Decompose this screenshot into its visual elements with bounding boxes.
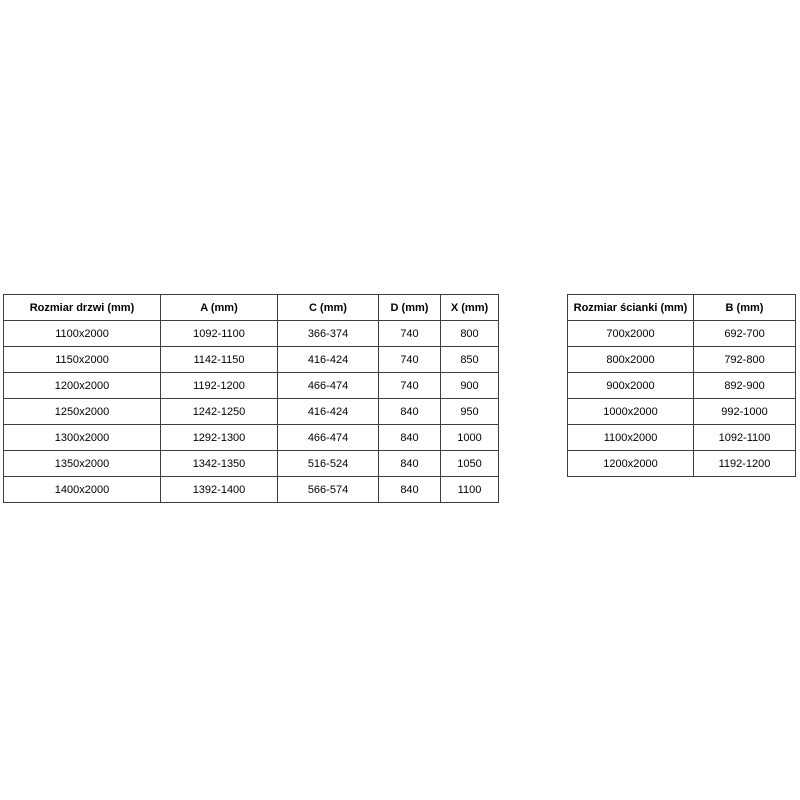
- table-cell: 740: [379, 373, 441, 399]
- table-cell: 1100: [441, 477, 499, 503]
- table-cell: 1050: [441, 451, 499, 477]
- table-cell: 1192-1200: [694, 451, 796, 477]
- table-cell: 416-424: [278, 399, 379, 425]
- table-cell: 1350x2000: [4, 451, 161, 477]
- table-row: [568, 373, 796, 399]
- table-cell: 950: [441, 399, 499, 425]
- table-cell: 1200x2000: [568, 451, 694, 477]
- table-cell: 792-800: [694, 347, 796, 373]
- table-cell: 566-574: [278, 477, 379, 503]
- table-cell: 992-1000: [694, 399, 796, 425]
- table-row: [4, 321, 499, 347]
- table-cell: 466-474: [278, 425, 379, 451]
- table-cell: 1242-1250: [161, 399, 278, 425]
- header-cell: D (mm): [379, 295, 441, 321]
- table-row: [568, 425, 796, 451]
- table-row: [4, 373, 499, 399]
- table-cell: 1142-1150: [161, 347, 278, 373]
- table-cell: 516-524: [278, 451, 379, 477]
- table-cell: 1000: [441, 425, 499, 451]
- table-cell: 850: [441, 347, 499, 373]
- table-row: [4, 399, 499, 425]
- table-cell: 1092-1100: [161, 321, 278, 347]
- wall-size-table: [567, 294, 796, 477]
- header-cell: Rozmiar ścianki (mm): [568, 295, 694, 321]
- table-cell: 700x2000: [568, 321, 694, 347]
- table-row: [4, 451, 499, 477]
- table-cell: 1200x2000: [4, 373, 161, 399]
- table-cell: 1400x2000: [4, 477, 161, 503]
- table-cell: 1250x2000: [4, 399, 161, 425]
- door-table-header-row: [4, 295, 499, 321]
- table-cell: 800: [441, 321, 499, 347]
- table-cell: 800x2000: [568, 347, 694, 373]
- table-cell: 1100x2000: [4, 321, 161, 347]
- table-cell: 1342-1350: [161, 451, 278, 477]
- table-cell: 840: [379, 399, 441, 425]
- table-row: [568, 321, 796, 347]
- table-cell: 1192-1200: [161, 373, 278, 399]
- table-row: [4, 347, 499, 373]
- table-cell: 840: [379, 451, 441, 477]
- table-cell: 692-700: [694, 321, 796, 347]
- header-cell: X (mm): [441, 295, 499, 321]
- wall-table-header-row: [568, 295, 796, 321]
- table-cell: 892-900: [694, 373, 796, 399]
- table-cell: 740: [379, 347, 441, 373]
- table-cell: 366-374: [278, 321, 379, 347]
- table-cell: 1100x2000: [568, 425, 694, 451]
- table-row: [568, 399, 796, 425]
- table-cell: 416-424: [278, 347, 379, 373]
- table-cell: 840: [379, 477, 441, 503]
- table-row: [4, 477, 499, 503]
- table-row: [568, 347, 796, 373]
- header-cell: B (mm): [694, 295, 796, 321]
- table-cell: 740: [379, 321, 441, 347]
- table-cell: 1000x2000: [568, 399, 694, 425]
- header-cell: Rozmiar drzwi (mm): [4, 295, 161, 321]
- header-cell: A (mm): [161, 295, 278, 321]
- table-cell: 1292-1300: [161, 425, 278, 451]
- table-row: [568, 451, 796, 477]
- table-cell: 900: [441, 373, 499, 399]
- table-cell: 1300x2000: [4, 425, 161, 451]
- table-row: [4, 425, 499, 451]
- table-cell: 840: [379, 425, 441, 451]
- table-cell: 1092-1100: [694, 425, 796, 451]
- table-cell: 1150x2000: [4, 347, 161, 373]
- table-cell: 900x2000: [568, 373, 694, 399]
- header-cell: C (mm): [278, 295, 379, 321]
- table-cell: 466-474: [278, 373, 379, 399]
- table-cell: 1392-1400: [161, 477, 278, 503]
- door-size-table: [3, 294, 499, 503]
